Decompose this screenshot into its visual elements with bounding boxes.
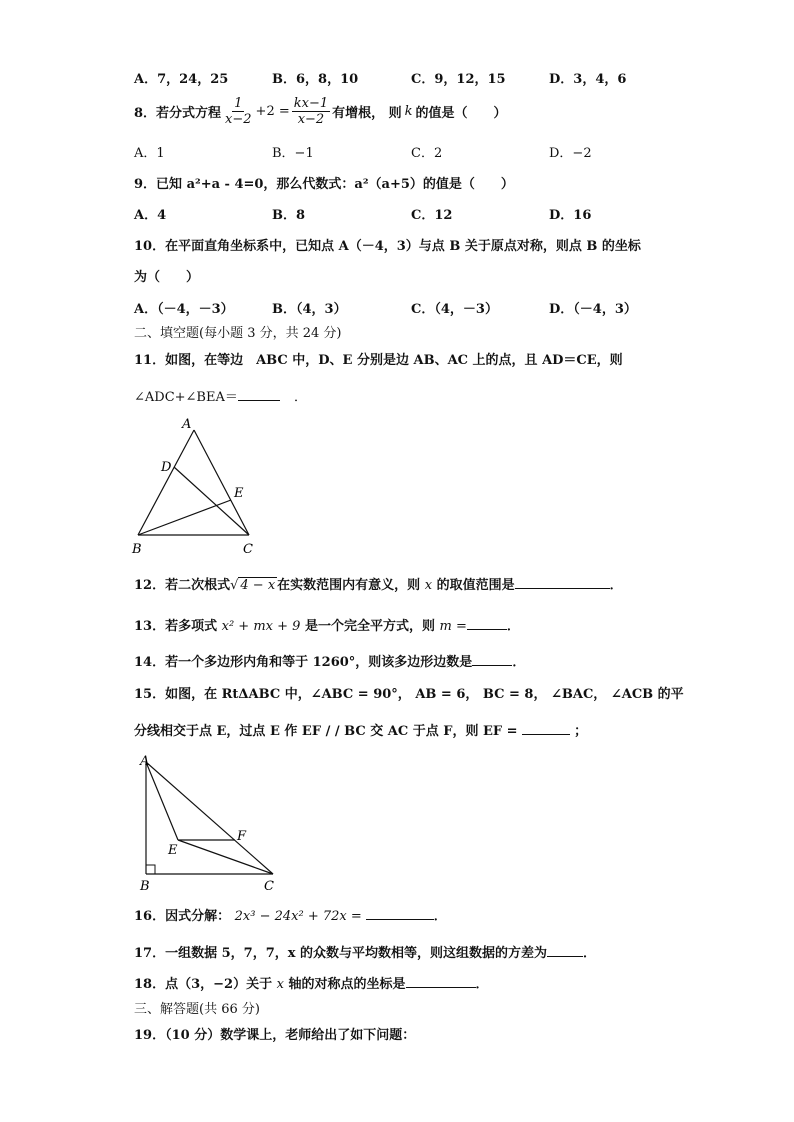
q15-end: ； bbox=[574, 724, 588, 739]
q8-end: 的值是（ ） bbox=[415, 106, 507, 121]
q7-option-a: A．7，24，25 bbox=[134, 72, 229, 87]
q8-option-a: A．1 bbox=[134, 146, 165, 161]
q11-segment-be bbox=[138, 500, 231, 535]
q8-suffix: 有增根， 则 bbox=[332, 106, 402, 121]
q13-expr: x² + mx + 9 bbox=[221, 619, 301, 634]
section-2-heading: 二、填空题(每小题 3 分，共 24 分) bbox=[134, 326, 342, 341]
question-17 bbox=[134, 942, 596, 961]
q10-option-b: B．（4，3） bbox=[272, 302, 347, 317]
q13-prefix: 13．若多项式 bbox=[134, 619, 218, 634]
q8-k: k bbox=[404, 104, 413, 119]
q17-prefix: 17．一组数据 5，7，7，x 的众数与平均数相等，则这组数据的方差为 bbox=[134, 946, 548, 961]
q18-end: ． bbox=[475, 977, 489, 992]
q12-answer-blank bbox=[515, 576, 610, 589]
q17-end: ． bbox=[583, 946, 597, 961]
q15-right-angle-mark bbox=[146, 865, 155, 874]
q8-f2-num: kx−1 bbox=[293, 96, 329, 111]
q11-triangle-figure bbox=[130, 415, 270, 557]
q13-end: ． bbox=[506, 619, 520, 634]
q15-bisector-ce bbox=[178, 840, 273, 874]
q14-end: ． bbox=[512, 655, 526, 670]
question-18 bbox=[134, 973, 489, 992]
q8-plus2: +2 = bbox=[255, 104, 290, 119]
q12-end: ． bbox=[609, 578, 623, 593]
q11-end: ． bbox=[294, 390, 308, 405]
q8-option-b: B．−1 bbox=[272, 146, 314, 161]
q14-answer-blank bbox=[472, 653, 512, 666]
question-16 bbox=[134, 905, 447, 924]
q13-mid: 是一个完全平方式，则 bbox=[304, 619, 435, 634]
q13-answer-blank bbox=[467, 617, 507, 630]
q15-label-c: C bbox=[264, 879, 274, 894]
q11-label-d: D bbox=[161, 460, 172, 475]
q9-option-c: C．12 bbox=[411, 208, 453, 223]
q11-label-e: E bbox=[234, 486, 244, 501]
q14-prefix: 14．若一个多边形内角和等于 1260°，则该多边形边数是 bbox=[134, 655, 473, 670]
q16-end: ． bbox=[433, 909, 447, 924]
question-13 bbox=[134, 615, 520, 634]
q15-right-triangle-figure bbox=[134, 752, 284, 894]
q15-answer-blank bbox=[522, 722, 570, 735]
q13-m: m = bbox=[439, 619, 467, 634]
q8-prefix: 8．若分式方程 bbox=[134, 106, 222, 121]
q8-fraction-1 bbox=[223, 96, 254, 127]
q15-label-a: A bbox=[140, 754, 150, 769]
q7-option-b: B．6，8，10 bbox=[272, 72, 359, 87]
question-11-line2 bbox=[134, 386, 307, 405]
question-8 bbox=[134, 96, 507, 127]
q17-answer-blank bbox=[547, 944, 583, 957]
q10-option-a: A．（－4，－3） bbox=[134, 302, 234, 317]
q18-answer-blank bbox=[406, 975, 476, 988]
question-15-line1: 15．如图，在 RtΔABC 中，∠ABC = 90°， AB = 6， BC = 8， ∠BAC， ∠ACB 的平 bbox=[134, 687, 684, 702]
q8-fraction-2 bbox=[292, 96, 330, 127]
q11-label-a: A bbox=[182, 417, 192, 432]
q8-option-c: C．2 bbox=[411, 146, 443, 161]
q11-expr: ∠ADC+∠BEA＝ bbox=[134, 390, 238, 405]
q15-label-b: B bbox=[140, 879, 150, 894]
q9-option-a: A．4 bbox=[134, 208, 167, 223]
q11-side-ac bbox=[194, 430, 249, 535]
q8-f1-den: x−2 bbox=[225, 112, 252, 127]
q8-f1-num: 1 bbox=[234, 96, 243, 111]
question-10-line1: 10．在平面直角坐标系中，已知点 A（－4，3）与点 B 关于原点对称，则点 B 的坐标 bbox=[134, 239, 641, 254]
q18-x: x bbox=[276, 977, 284, 992]
q11-label-b: B bbox=[132, 542, 142, 557]
q8-option-d: D．−2 bbox=[549, 146, 592, 161]
section-3-heading: 三、解答题(共 66 分) bbox=[134, 1002, 260, 1017]
question-19: 19．（10 分）数学课上，老师给出了如下问题： bbox=[134, 1028, 416, 1043]
question-9: 9．已知 a²+a - 4=0，那么代数式：a²（a+5）的值是（ ） bbox=[134, 177, 514, 192]
q9-option-b: B．8 bbox=[272, 208, 306, 223]
q12-radicand: 4 − x bbox=[240, 578, 276, 593]
q15-label-f: F bbox=[237, 829, 247, 844]
q16-expr: 2x³ − 24x² + 72x = bbox=[234, 909, 362, 924]
q12-prefix: 12．若二次根式 bbox=[134, 578, 231, 593]
q12-suffix: 的取值范围是 bbox=[436, 578, 515, 593]
q15-line2-text: 分线相交于点 E，过点 E 作 EF / / BC 交 AC 于点 F，则 EF = bbox=[134, 724, 518, 739]
question-14 bbox=[134, 651, 525, 670]
q11-answer-blank bbox=[238, 388, 280, 401]
q11-label-c: C bbox=[243, 542, 253, 557]
question-15-line2 bbox=[134, 720, 587, 739]
q10-option-c: C．（4，－3） bbox=[411, 302, 498, 317]
q10-option-d: D．（－4，3） bbox=[549, 302, 637, 317]
question-10-line2: 为（ ） bbox=[134, 270, 200, 285]
q15-side-ac bbox=[146, 762, 273, 874]
q8-f2-den: x−2 bbox=[297, 112, 325, 127]
q16-prefix: 16．因式分解： bbox=[134, 909, 231, 924]
q15-label-e: E bbox=[168, 843, 178, 858]
q16-answer-blank bbox=[366, 907, 434, 920]
q18-prefix: 18．点（3，−2）关于 bbox=[134, 977, 273, 992]
q11-side-ab bbox=[138, 430, 194, 535]
q12-mid: 在实数范围内有意义，则 bbox=[277, 578, 421, 593]
question-11-line1: 11．如图，在等边 ABC 中，D、E 分别是边 AB、AC 上的点，且 AD＝CE，则 bbox=[134, 353, 623, 368]
q15-bisector-ae bbox=[146, 762, 178, 840]
q18-suffix: 轴的对称点的坐标是 bbox=[288, 977, 406, 992]
q11-segment-dc bbox=[174, 467, 249, 535]
q7-option-c: C．9，12，15 bbox=[411, 72, 506, 87]
question-12: 12．若二次根式√ 4 − x 在实数范围内有意义，则 x 的取值范围是 ． bbox=[134, 578, 623, 593]
q12-x: x bbox=[424, 578, 433, 593]
q7-option-d: D．3，4，6 bbox=[549, 72, 627, 87]
q9-option-d: D．16 bbox=[549, 208, 592, 223]
